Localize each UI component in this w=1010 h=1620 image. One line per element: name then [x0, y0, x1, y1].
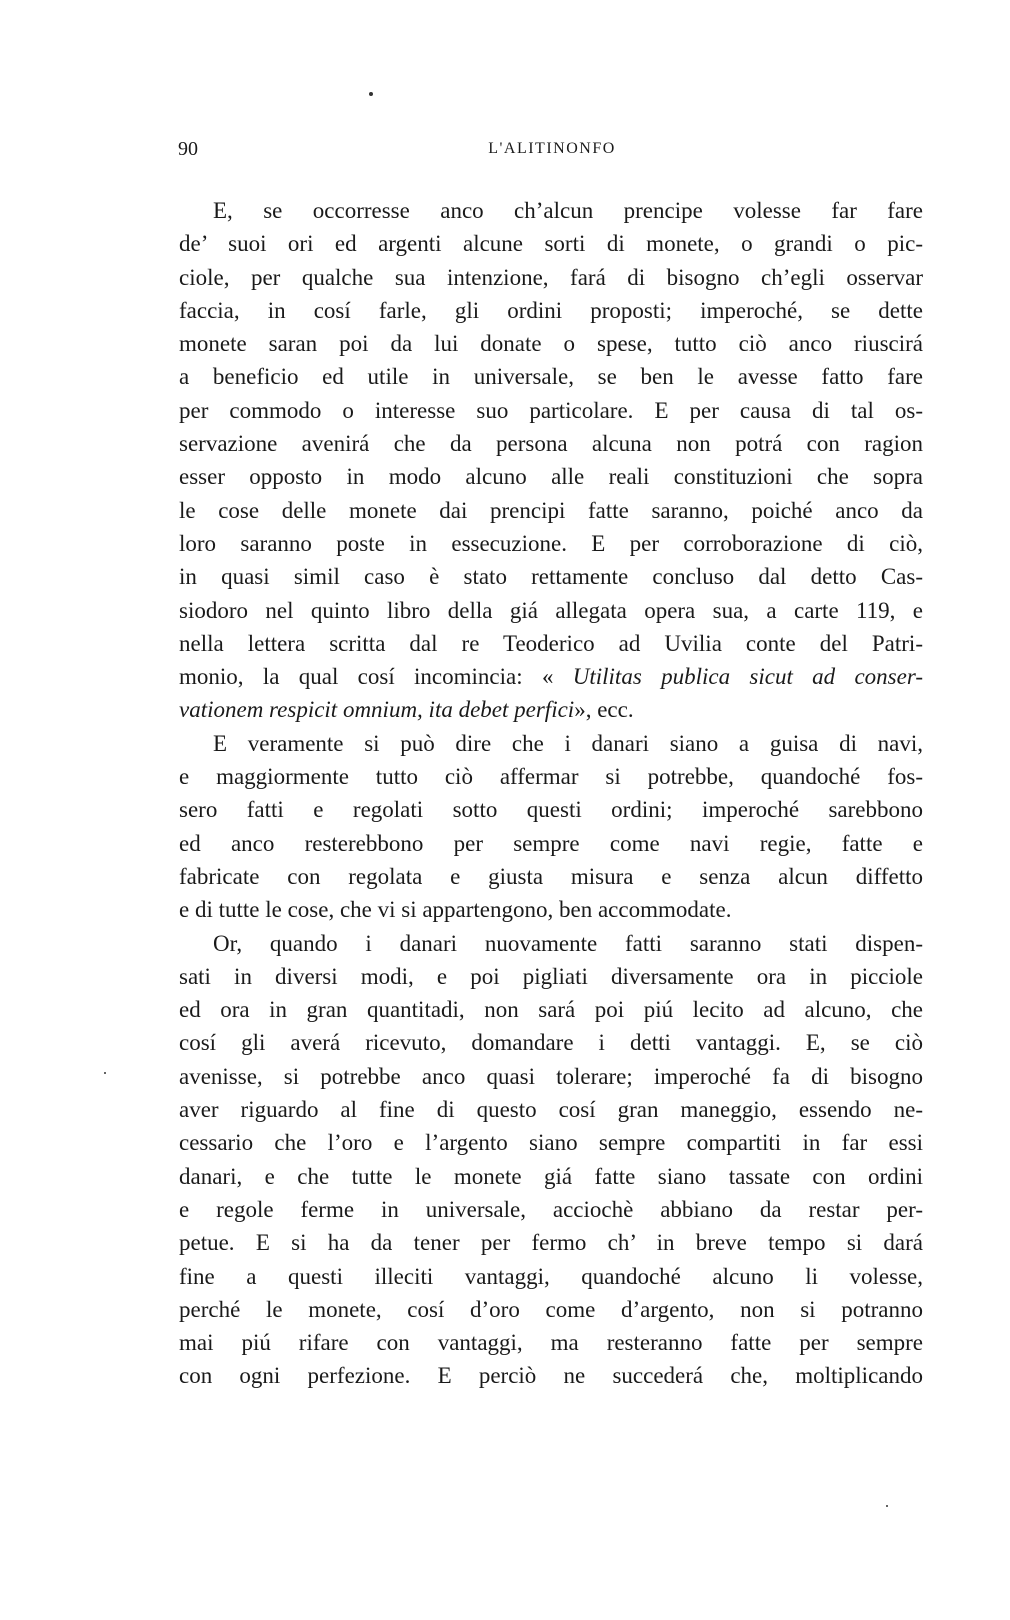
text-line: [179, 1293, 923, 1326]
line-text: monete saran poi da lui donate o spese, tutto ciò anco riuscirá: [179, 331, 923, 357]
line-text: cosí gli averá ricevuto, domandare i detti vantaggi. E, se ciò: [179, 1030, 923, 1056]
line-text: aver riguardo al fine di questo cosí gran maneggio, essendo ne-: [179, 1097, 923, 1123]
line-text: esser opposto in modo alcuno alle reali constituzioni che sopra: [179, 464, 923, 490]
line-text: sati in diversi modi, e poi pigliati diversamente ora in picciole: [179, 963, 923, 989]
text-line: [179, 1160, 923, 1193]
text-line: [179, 727, 923, 760]
line-text: ciole, per qualche sua intenzione, fará di bisogno ch’egli osservar: [179, 264, 923, 290]
text-line: [179, 1126, 923, 1159]
text-line: [179, 760, 923, 793]
text-line: [179, 1359, 923, 1392]
scan-speck: [104, 1072, 106, 1074]
running-title: L'ALITINONFO: [488, 140, 616, 157]
line-text: Or, quando i danari nuovamente fatti saranno stati dispen-: [213, 930, 923, 956]
scan-speck: [369, 92, 373, 96]
line-text: E veramente si può dire che i danari siano a guisa di navi,: [213, 730, 923, 756]
text-line: [179, 793, 923, 826]
line-text: petue. E si ha da tener per fermo ch’ in breve tempo si dará: [179, 1230, 923, 1256]
line-text: nella lettera scritta dal re Teoderico ad Uvilia conte del Patri-: [179, 630, 923, 656]
text-line: [179, 660, 923, 693]
text-line: [179, 927, 923, 960]
line-text: de’ suoi ori ed argenti alcune sorti di monete, o grandi o pic-: [179, 231, 923, 257]
line-text: », ecc.: [574, 697, 634, 723]
line-text: fabricate con regolata e giusta misura e senza alcun diffetto: [179, 863, 923, 889]
text-line: [179, 261, 923, 294]
line-text: mai piú rifare con vantaggi, ma resteranno fatte per sempre: [179, 1330, 923, 1356]
text-line: [179, 1060, 923, 1093]
line-text: servazione avenirá che da persona alcuna non potrá con ragion: [179, 431, 923, 457]
text-line: [179, 427, 923, 460]
italic-quote-text: Utilitas publica sicut ad conser-: [572, 664, 923, 690]
line-text: fine a questi illeciti vantaggi, quandoché alcuno li volesse,: [179, 1263, 923, 1289]
text-line: [179, 1260, 923, 1293]
line-text: sero fatti e regolati sotto questi ordini; imperoché sarebbono: [179, 797, 923, 823]
text-line: [179, 360, 923, 393]
text-line: [179, 494, 923, 527]
text-line: [179, 294, 923, 327]
line-text: per commodo o interesse suo particolare. E per causa di tal os-: [179, 397, 923, 423]
text-line: [179, 327, 923, 360]
page-number: 90: [178, 138, 198, 160]
text-line: [179, 1226, 923, 1259]
line-text: e di tutte le cose, che vi si appartengono, ben accommodate.: [179, 897, 732, 923]
text-line: [179, 1193, 923, 1226]
text-line: [179, 893, 923, 926]
text-line: [179, 1026, 923, 1059]
line-text: le cose delle monete dai prencipi fatte saranno, poiché anco da: [179, 497, 923, 523]
line-text: ed anco resterebbono per sempre come navi regie, fatte e: [179, 830, 923, 856]
line-text: cessario che l’oro e l’argento siano sempre compartiti in far essi: [179, 1130, 923, 1156]
text-line: [179, 594, 923, 627]
text-line: [179, 460, 923, 493]
text-line: [179, 627, 923, 660]
text-line: [179, 693, 923, 726]
text-line: [179, 860, 923, 893]
line-text: E, se occorresse anco ch’alcun prencipe volesse far fare: [213, 198, 923, 223]
line-text: siodoro nel quinto libro della giá allegata opera sua, a carte 119, e: [179, 597, 923, 623]
text-line: [179, 1093, 923, 1126]
text-line: [179, 960, 923, 993]
line-text: faccia, in cosí farle, gli ordini proposti; imperoché, se dette: [179, 297, 923, 323]
line-text: e regole ferme in universale, acciochè abbiano da restar per-: [179, 1196, 923, 1222]
text-line: [179, 394, 923, 427]
line-text: ed ora in gran quantitadi, non sará poi piú lecito ad alcuno, che: [179, 997, 923, 1023]
italic-quote-text: vationem respicit omnium, ita debet perfici: [179, 697, 575, 723]
text-line: [179, 194, 923, 227]
line-text: in quasi simil caso è stato rettamente concluso dal detto Cas-: [179, 564, 923, 590]
line-text: a beneficio ed utile in universale, se ben le avesse fatto fare: [179, 364, 923, 390]
text-line: [179, 560, 923, 593]
body-text: [179, 194, 923, 1393]
text-line: [179, 527, 923, 560]
line-text: monio, la qual cosí incomincia: «: [179, 664, 573, 690]
line-text: loro saranno poste in essecuzione. E per corroborazione di ciò,: [179, 530, 923, 556]
text-line: [179, 827, 923, 860]
line-text: perché le monete, cosí d’oro come d’argento, non si potranno: [179, 1296, 923, 1322]
text-line: [179, 227, 923, 260]
text-line: [179, 1326, 923, 1359]
line-text: danari, e che tutte le monete giá fatte siano tassate con ordini: [179, 1163, 923, 1189]
text-line: [179, 993, 923, 1026]
line-text: avenisse, si potrebbe anco quasi tolerare; imperoché fa di bisogno: [179, 1063, 923, 1089]
line-text: e maggiormente tutto ciò affermar si potrebbe, quandoché fos-: [179, 764, 923, 790]
scan-speck: [886, 1505, 888, 1507]
line-text: con ogni perfezione. E perciò ne succederá che, moltiplicando: [179, 1363, 923, 1389]
